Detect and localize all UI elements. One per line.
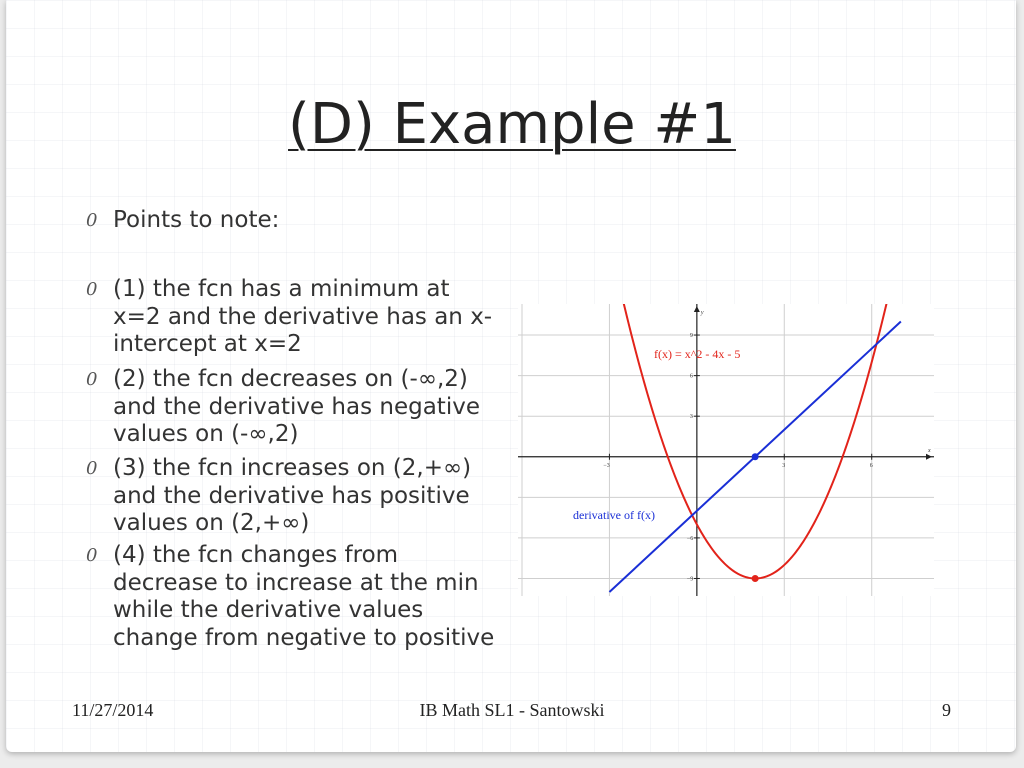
footer-date: 11/27/2014: [72, 700, 154, 720]
y-tick-label: −6: [686, 535, 694, 542]
bullet-change: (4) the fcn changes from decrease to increase at the min while the derivative values change from negative to positive: [113, 542, 495, 651]
y-tick-label: 6: [689, 373, 693, 380]
bullet-marker: 0: [86, 369, 98, 390]
highlight-point: [752, 453, 759, 460]
y-tick-label: −9: [686, 576, 694, 583]
x-tick-label: 6: [869, 462, 873, 469]
footer-title: IB Math SL1 - Santowski: [419, 700, 605, 720]
y-tick-label: 3: [689, 414, 693, 421]
highlight-point: [752, 575, 759, 582]
x-axis-label: x: [928, 447, 931, 454]
bullet-points-to-note: Points to note:: [113, 207, 280, 233]
series-label-derivative: derivative of f(x): [573, 508, 655, 522]
bullet-marker: 0: [86, 210, 98, 231]
bullet-marker: 0: [86, 279, 98, 300]
bullet-marker: 0: [86, 545, 98, 566]
y-tick-label: 9: [689, 333, 693, 340]
bullet-decreasing: (2) the fcn decreases on (-∞,2) and the derivative has negative values on (-∞,2): [113, 366, 480, 447]
x-tick-label: −3: [603, 462, 610, 469]
page-number: 9: [942, 700, 951, 720]
y-axis-label: y: [700, 310, 704, 316]
slide-title: [0, 92, 1024, 157]
x-tick-label: 3: [782, 462, 786, 469]
series-label-f: f(x) = x^2 - 4x - 5: [654, 347, 741, 361]
bullet-minimum: (1) the fcn has a minimum at x=2 and the derivative has an x-intercept at x=2: [113, 276, 493, 357]
bullet-increasing: (3) the fcn increases on (2,+∞) and the derivative has positive values on (2,+∞): [113, 455, 472, 536]
slide-title-text: (D) Example #1: [288, 92, 736, 157]
bullet-marker: 0: [86, 458, 98, 479]
function-chart: [518, 304, 934, 596]
